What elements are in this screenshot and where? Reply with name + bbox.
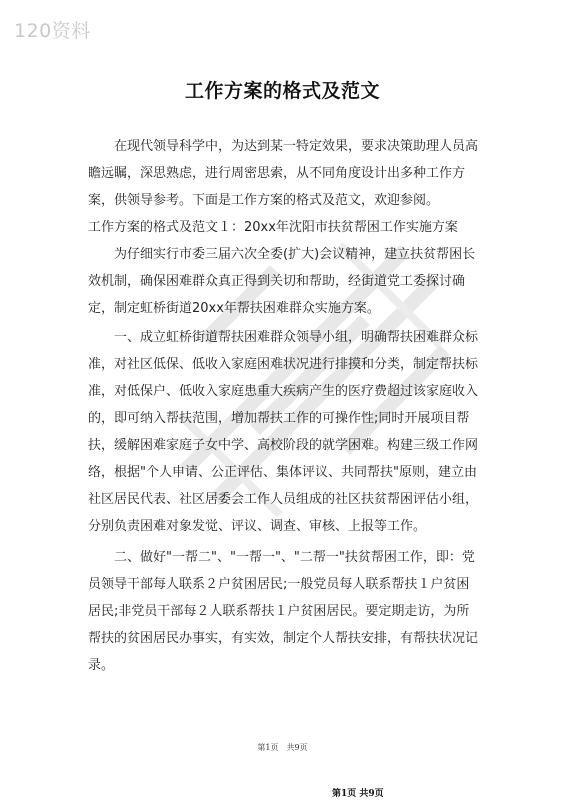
document-body	[88, 133, 480, 679]
page-number-bottom: 第1页 共9页	[332, 789, 384, 799]
paragraph-intro: 在现代领导科学中，为达到某一特定效果，要求决策助理人员高瞻远瞩，深思熟虑，进行周密思索，从不同角度设计出多种工作方案，供领导参考。下面是工作方案的格式及范文，欢迎参阅。	[88, 139, 479, 208]
paragraph-section-two: 二、做好"一帮二"、"一帮一"、"二帮一"扶贫帮困工作，即：党员领导干部每人联系２户贫困居民;一般党员每人联系帮扶１户贫困居民;非党员干部每２人联系帮扶１户贫困居民。要定期走访，为所帮扶的贫困居民办事实，有实效，制定个人帮扶安排，有帮扶状况记录。	[88, 550, 479, 673]
page-number-center: 第1页 共9页	[257, 743, 308, 752]
site-watermark: 120资料	[14, 20, 91, 42]
paragraph-example-heading: 工作方案的格式及范文１：20xx年沈阳市扶贫帮困工作实施方案	[88, 220, 458, 235]
document-title: 工作方案的格式及范文	[184, 80, 380, 102]
paragraph-section-one: 一、成立虹桥街道帮扶困难群众领导小组，明确帮扶困难群众标准，对社区低保、低收入家庭困难状况进行排摸和分类，制定帮扶标准，对低保户、低收入家庭患重大疾病产生的医疗费超过该家庭收入的，即可纳入帮扶范围，增加帮扶工作的可操作性;同时开展项目帮扶，缓解困难家庭子女中学、高校阶段的就学困难。构建三级工作网络，根据"个人申请、公正评估、集体评议、共同帮扶"原则，建立由社区居民代表、社区居委会工作人员组成的社区扶贫帮困评估小组，分别负责困难对象发觉、评议、调查、审核、上报等工作。	[88, 330, 479, 534]
paragraph-purpose: 为仔细实行市委三届六次全委(扩大)会议精神，建立扶贫帮困长效机制，确保困难群众真正得到关切和帮助，经街道党工委探讨确定，制定虹桥街道20xx年帮扶困难群众实施方案。	[88, 247, 476, 316]
